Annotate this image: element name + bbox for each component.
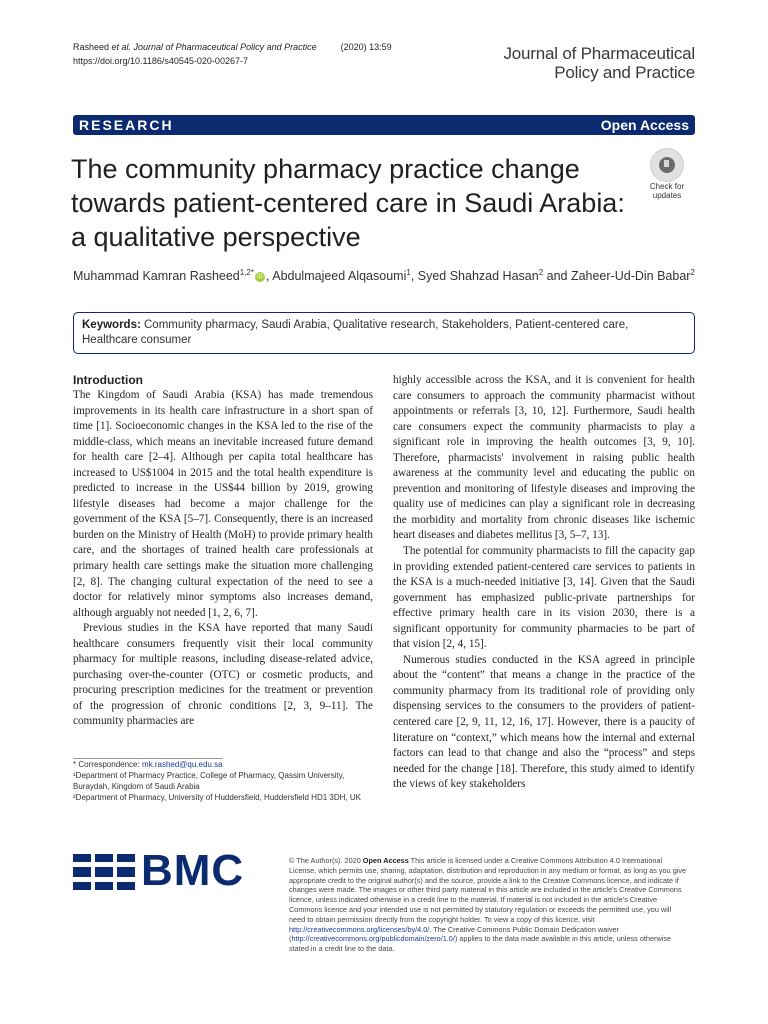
license-link-cc-zero[interactable]: http://creativecommons.org/publicdomain/zero/1.0/ [291,934,455,944]
journal-name [435,44,695,82]
author-list [73,264,695,285]
license-body: This article is licensed under a Creative Commons Attribution 4.0 International License, which permits use, sharing, adaptation, distribution and reproduction in any medium or format, as long as you give appropriate credit to the original author(s) and the source, provide a link to the Creative Commons licence, and indicate if changes were made. The images or other third party material in this article are included in the article's Creative Commons licence, unless indicated otherwise in a credit line to the material. If material is not included in the article's Creative Commons licence and your intended use is not permitted by statutory regulation or exceeds the permitted use, you will need to obtain permission directly from the copyright holder. To view a copy of this licence, visit [289,856,687,924]
bmc-mark-icon [73,854,135,890]
paragraph: highly accessible across the KSA, and it is convenient for health care consumers to approach the community pharmacist without appointments or referrals [3, 10, 12]. Furthermore, Saudi health care consumers expect the community pharmacists to play a significant role in improving the health outcomes [3, 9, 10]. Therefore, pharmacists' involvement in raising public health awareness at the community level and educating the public on prevention and monitoring of lifestyle diseases and improving the quality use of medicines can play a significant role in decreasing the morbidity and mortality from chronic diseases like ischemic heart diseases and diabetes mellitus [3, 5–7, 13]. [393,374,695,542]
license-mid: . The Creative Commons Public Domain Dedication waiver ( [289,924,619,944]
citation-header [73,40,392,68]
citation-line [73,40,392,54]
correspondence-email[interactable]: mk.rashed@qu.edu.sa [141,760,223,769]
paragraph: Numerous studies conducted in the KSA agreed in principle about the “content” that means a change in the practice of the community pharmacy from its traditional role of providing only dispensing services to the consumers to the providers of patient-centered care [2, 9, 11, 12, 16, 17]. However, there is a paucity of literature on “context,” which means how the internal and external factors can lead to that change and also the “process” and steps needed for the change [18]. Therefore, this study aimed to identify the views of key stakeholders [393,653,695,791]
check-updates-text [640,182,694,200]
check-updates-line2: updates [652,191,682,200]
author-3-affil: 2 [538,268,544,277]
section-heading-introduction: Introduction [73,373,143,387]
body-column-right [393,373,695,793]
correspondence [73,759,375,770]
license-link-cc-by[interactable]: http://creativecommons.org/licenses/by/4.0/ [289,924,430,934]
open-access-label: Open Access [600,117,689,133]
check-updates-line1: Check for [649,182,685,191]
author-3[interactable]: , Syed Shahzad Hasan [410,269,539,284]
check-updates-icon [650,148,684,182]
citation-journal: et al. Journal of Pharmaceutical Policy and Practice [111,42,317,52]
author-1[interactable]: Muhammad Kamran Rasheed [73,269,240,284]
author-1-affil: 1,2* [239,268,254,277]
doi-link[interactable]: https://doi.org/10.1186/s40545-020-00267-7 [73,56,248,66]
bmc-logo [73,846,273,895]
orcid-icon[interactable]: iD [255,272,265,282]
author-2[interactable]: , Abdulmajeed Alqasoumi [265,269,407,284]
author-4-affil: 2 [690,268,695,277]
paragraph: Previous studies in the KSA have reported that many Saudi healthcare consumers frequently visit their local community pharmacy for multiple reasons, including disease-related advice, purchasing over-the-counter (OTC) or cosmetic products, and procuring prescription medicines for the treatment or prevention of the progression of chronic conditions [2, 3, 9–11]. The community pharmacies are [73,622,373,728]
article-title: The community pharmacy practice change towards patient-centered care in Saudi Arabia: a qualitative perspective [71,154,625,252]
citation-authors: Rasheed [73,42,112,52]
affiliation-2: ²Department of Pharmacy, University of Huddersfield, Huddersfield HD1 3DH, UK [73,793,361,802]
keywords-label: Keywords: [82,319,141,331]
article-type-banner [73,115,695,135]
journal-name-line1: Journal of Pharmaceutical [503,44,695,63]
keywords-box [73,312,695,354]
journal-name-line2: Policy and Practice [554,63,695,82]
affiliation-1: ¹Department of Pharmacy Practice, College of Pharmacy, Qassim University, Buraydah, Kingdom of Saudi Arabia [73,771,345,791]
author-4[interactable]: and Zaheer-Ud-Din Babar [543,269,691,284]
license-end: ) applies to the data made available in this article, unless otherwise stated in a credit line to the data. [289,934,672,954]
article-type-label: RESEARCH [79,117,174,133]
license-open-access: Open Access [362,856,409,865]
body-column-left [73,373,373,730]
check-for-updates-badge[interactable] [640,148,694,204]
author-2-affil: 1 [406,268,411,277]
paragraph: The potential for community pharmacists to fill the capacity gap in providing extended patient-centered care services to patients in the KSA is a much-needed initiative [3, 14]. Given that the Saudi government has emphasized public-private partnerships for effective primary health care in its vision 2030, there is a significant opportunity for community pharmacies to be part of that vision [2, 4, 15]. [393,545,695,651]
footnotes [73,759,375,803]
citation-year: (2020) 13:59 [340,42,392,52]
bmc-logo-text: BMC [141,846,245,895]
license-statement [289,856,689,954]
correspondence-label: * Correspondence: [73,760,142,769]
keywords-text: Community pharmacy, Saudi Arabia, Qualitative research, Stakeholders, Patient-centered care, Healthcare consumer [82,319,629,346]
paragraph: The Kingdom of Saudi Arabia (KSA) has made tremendous improvements in its health care infrastructure in a short span of time [1]. Socioeconomic changes in the KSA led to the rise of the middle-class, which means an inevitable increased future demand for health care [2–4]. Although per capita total healthcare has increased to US$1004 in 2015 and the total health expenditure is predicted to increase in the US$44 billion by 2019, growing lifestyle diseases had become a major challenge for the government of the KSA [5–7]. Consequently, there is an increased burden on the Ministry of Health (MoH) to provide primary health care, and the shortages of trained health care professionals at primary health care settings make the situation more challenging [2, 8]. The changing cultural expectation of the need to see a doctor for relatively minor symptoms also increases demand, although arguably not needed [1, 2, 6, 7]. [73,389,373,619]
license-copyright: © The Author(s). 2020 [289,856,363,865]
